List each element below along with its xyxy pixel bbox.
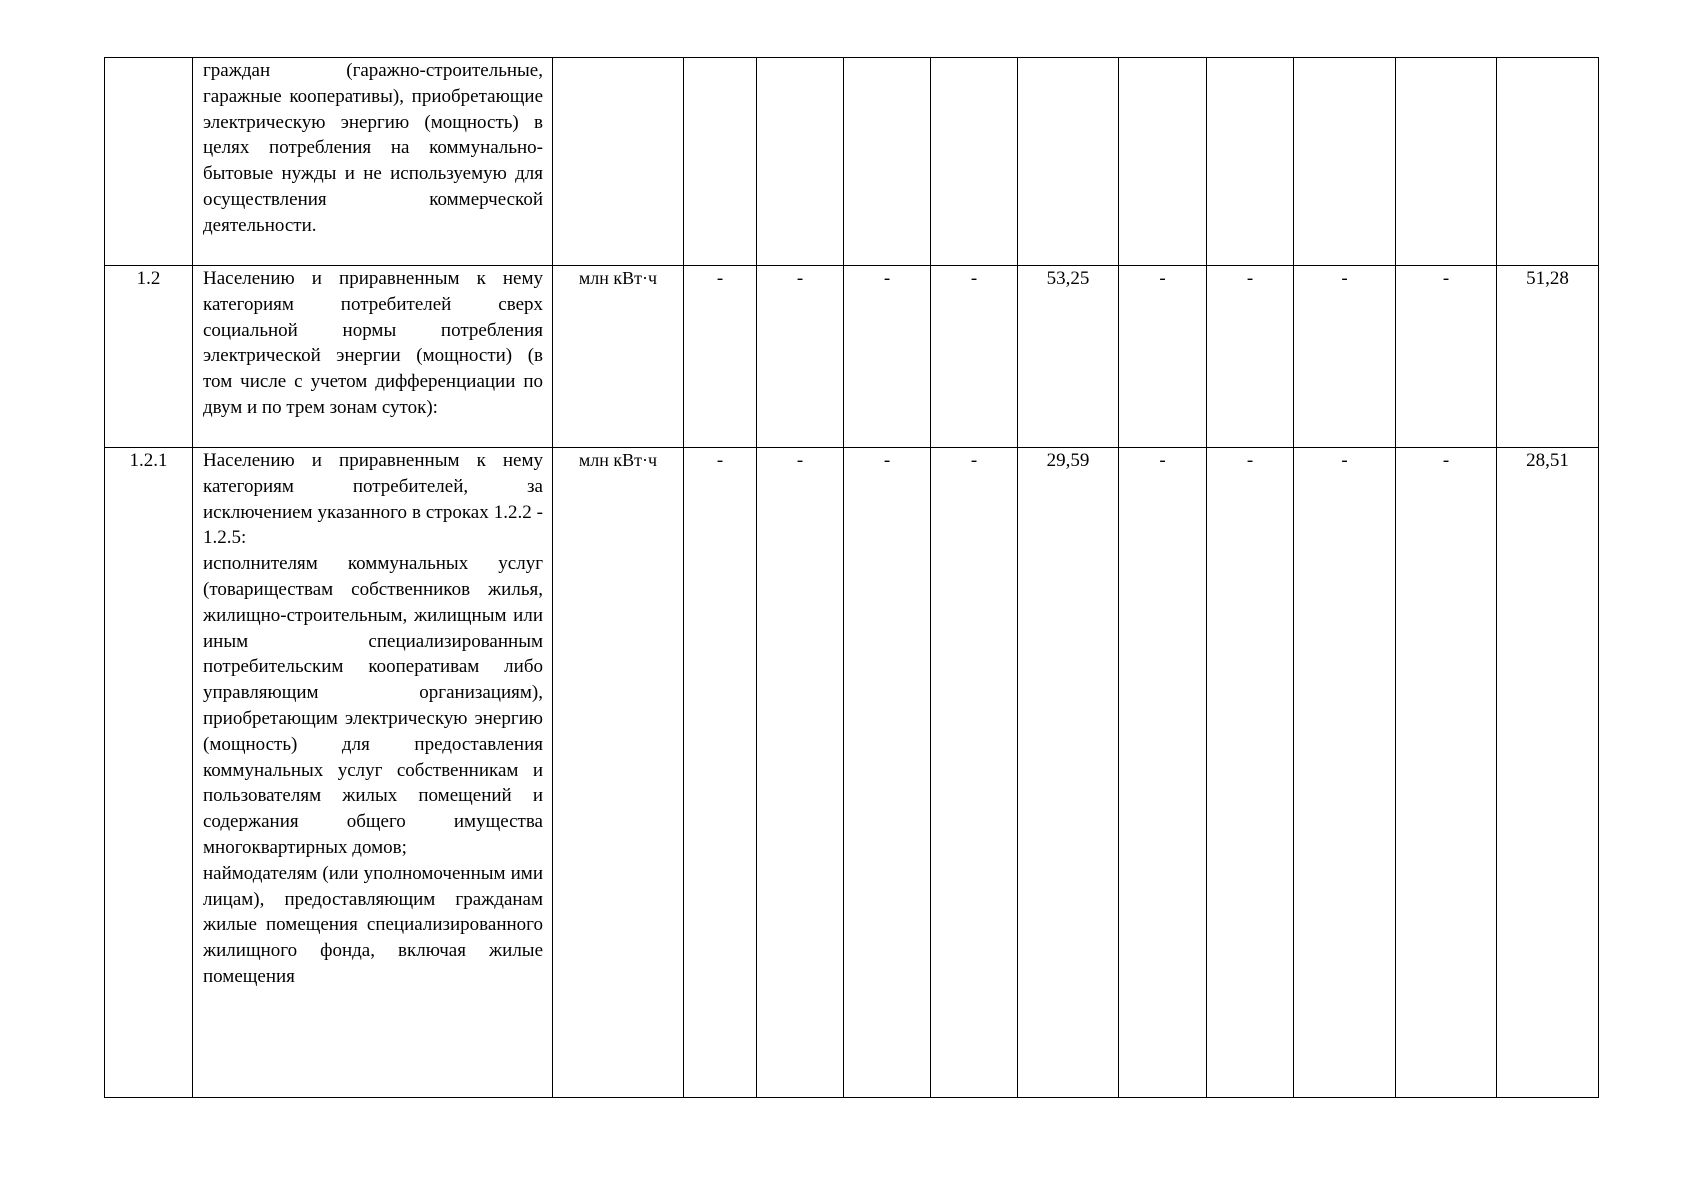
row-description (193, 266, 553, 448)
value-cell: - (684, 448, 757, 1098)
description-paragraph: Населению и приравненным к нему категориям потребителей, за исключением указанного в строках 1.2.2 - 1.2.5: (203, 450, 543, 549)
value-cell: - (1207, 266, 1294, 448)
description-paragraph: Населению и приравненным к нему категориям потребителей сверх социальной нормы потребления электрической энергии (мощности) (в том числе с учетом дифференциации по двум и по трем зонам суток): (203, 268, 543, 418)
value-cell (1119, 58, 1207, 266)
table-row (105, 448, 1599, 1098)
value-cell: - (844, 266, 931, 448)
row-description (193, 448, 553, 1098)
value-cell: - (1119, 266, 1207, 448)
value-cell (1207, 58, 1294, 266)
value-cell (757, 58, 844, 266)
table-row (105, 58, 1599, 266)
description-paragraph: наймодателям (или уполномоченным ими лицам), предоставляющим гражданам жилые помещения специализированного жилищного фонда, включая жилые помещения (203, 862, 543, 987)
value-cell: - (757, 266, 844, 448)
table-row (105, 266, 1599, 448)
value-cell: - (1396, 266, 1497, 448)
value-cell: 29,59 (1018, 448, 1119, 1098)
value-cell (1018, 58, 1119, 266)
value-cell: - (1294, 266, 1396, 448)
value-cell: 53,25 (1018, 266, 1119, 448)
description-paragraph: исполнителям коммунальных услуг (товариществам собственников жилья, жилищно-строительным, жилищным или иным специализированным потребительским кооперативам либо управляющим организациям), приобретающим электрическую энергию (мощность) для предоставления коммунальных услуг собственникам и пользователям жилых помещений и содержания общего имущества многоквартирных домов; (203, 553, 543, 858)
row-description (193, 58, 553, 266)
value-cell: 28,51 (1497, 448, 1599, 1098)
value-cell: 51,28 (1497, 266, 1599, 448)
value-cell: - (931, 448, 1018, 1098)
row-number: 1.2.1 (105, 448, 193, 1098)
value-cell (931, 58, 1018, 266)
value-cell (844, 58, 931, 266)
row-number: 1.2 (105, 266, 193, 448)
unit-cell: млн кВт·ч (553, 448, 684, 1098)
value-cell (684, 58, 757, 266)
tariff-table (104, 57, 1599, 1098)
unit-cell: млн кВт·ч (553, 266, 684, 448)
value-cell: - (684, 266, 757, 448)
description-paragraph: граждан (гаражно-строительные, гаражные кооперативы), приобретающие электрическую энергию (мощность) в целях потребления на коммунально-бытовые нужды и не используемую для осуществления коммерческой деятельности. (203, 60, 543, 236)
value-cell: - (931, 266, 1018, 448)
value-cell: - (1396, 448, 1497, 1098)
value-cell: - (1207, 448, 1294, 1098)
value-cell (1396, 58, 1497, 266)
row-number (105, 58, 193, 266)
value-cell (1497, 58, 1599, 266)
value-cell (1294, 58, 1396, 266)
value-cell: - (1294, 448, 1396, 1098)
value-cell: - (1119, 448, 1207, 1098)
value-cell: - (757, 448, 844, 1098)
unit-cell (553, 58, 684, 266)
value-cell: - (844, 448, 931, 1098)
